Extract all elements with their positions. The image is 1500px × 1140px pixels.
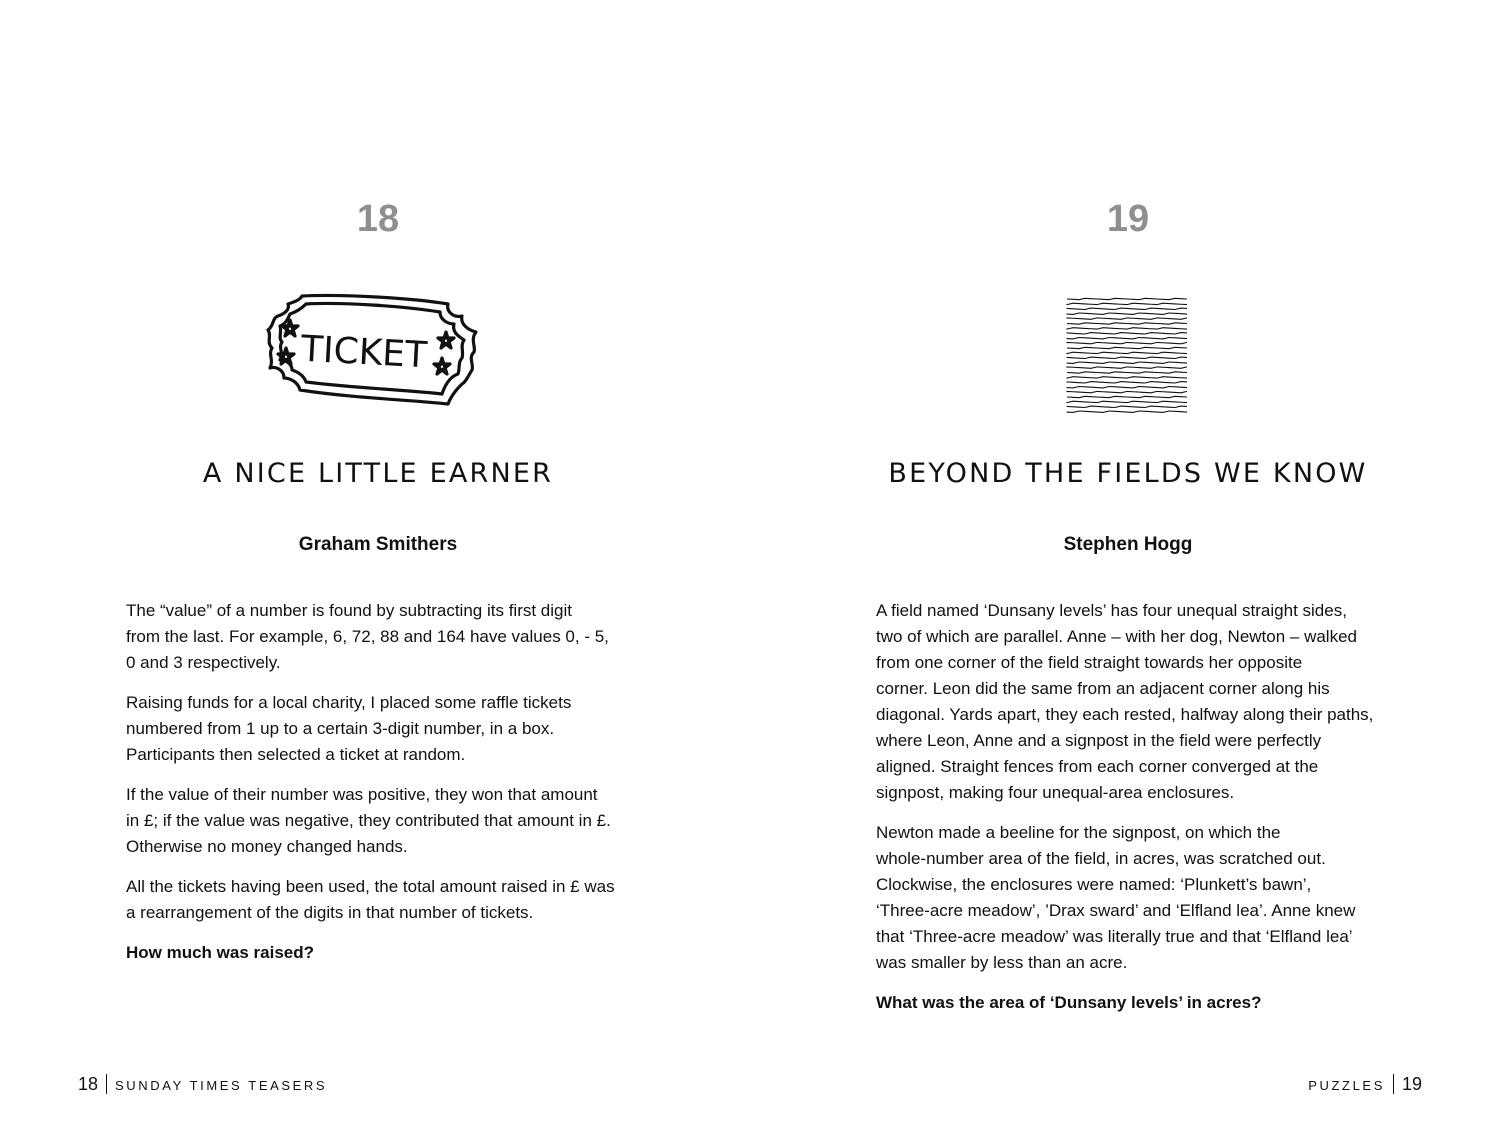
puzzle-title: A NICE LITTLE EARNER (202, 458, 554, 489)
wavy-line (1067, 308, 1187, 309)
wavy-line (1067, 352, 1187, 353)
paragraph (876, 598, 1396, 806)
text-line: Participants then selected a ticket at random. (126, 745, 466, 764)
text-line: whole-number area of the field, in acres, was scratched out. (876, 849, 1326, 868)
text-line: that ‘Three-acre meadow’ was literally true and that ‘Elfland lea’ (876, 927, 1353, 946)
paragraph (876, 820, 1396, 976)
page-footer (1308, 1074, 1422, 1095)
footer-divider (1393, 1074, 1394, 1094)
wavy-line (1067, 377, 1187, 378)
wavy-line (1067, 313, 1187, 314)
text-line: in £; if the value was negative, they contributed that amount in £. (126, 811, 611, 830)
puzzle-question: What was the area of ‘Dunsany levels’ in acres? (876, 993, 1262, 1012)
wavy-line (1067, 323, 1187, 324)
wavy-line (1067, 396, 1187, 397)
author-name: Graham Smithers (298, 534, 458, 555)
wavy-line (1067, 357, 1187, 358)
paragraph (126, 598, 646, 676)
puzzle-body (876, 598, 1396, 1030)
wavy-line (1067, 401, 1187, 402)
text-line: Raising funds for a local charity, I placed some raffle tickets (126, 693, 572, 712)
wavy-line (1067, 372, 1187, 373)
wavy-line (1067, 328, 1187, 329)
text-line: where Leon, Anne and a signpost in the field were perfectly (876, 731, 1322, 750)
page-number: 18 (78, 1074, 99, 1094)
text-line: signpost, making four unequal-area enclosures. (876, 783, 1235, 802)
text-line: Newton made a beeline for the signpost, on which the (876, 823, 1281, 842)
text-line: 0 and 3 respectively. (126, 653, 281, 672)
text-line: Clockwise, the enclosures were named: ‘Plunkett’s bawn’, (876, 875, 1312, 894)
wavy-line (1067, 391, 1187, 392)
puzzle-number: 18 (356, 198, 400, 240)
author-name: Stephen Hogg (1063, 534, 1193, 555)
text-line: All the tickets having been used, the total amount raised in £ was (126, 877, 615, 896)
wavy-line (1067, 303, 1187, 304)
wavy-line (1067, 367, 1187, 368)
text-line: Otherwise no money changed hands. (126, 837, 408, 856)
text-line: was smaller by less than an acre. (876, 953, 1128, 972)
text-line: diagonal. Yards apart, they each rested, halfway along their paths, (876, 705, 1374, 724)
wavy-line (1067, 338, 1187, 339)
wavy-line (1067, 347, 1187, 348)
puzzle-title: BEYOND THE FIELDS WE KNOW (888, 458, 1368, 489)
footer-divider (106, 1074, 107, 1094)
page-footer (78, 1074, 327, 1095)
paragraph (126, 874, 646, 926)
wavy-line (1067, 362, 1187, 363)
wavy-lines-icon (1065, 296, 1189, 418)
wavy-line (1067, 318, 1187, 319)
running-head: SUNDAY TIMES TEASERS (115, 1078, 328, 1093)
paragraph (126, 782, 646, 860)
wavy-line (1067, 342, 1187, 343)
text-line: two of which are parallel. Anne – with her dog, Newton – walked (876, 627, 1357, 646)
text-line: aligned. Straight fences from each corner converged at the (876, 757, 1319, 776)
text-line: a rearrangement of the digits in that number of tickets. (126, 903, 534, 922)
right-page (750, 0, 1500, 1140)
text-line: numbered from 1 up to a certain 3-digit number, in a box. (126, 719, 555, 738)
puzzle-number: 19 (1106, 198, 1150, 240)
text-line: ‘Three-acre meadow’, ’Drax sward’ and ‘Elfland lea’. Anne knew (876, 901, 1356, 920)
wavy-line (1067, 298, 1187, 299)
ticket-icon (262, 290, 484, 412)
paragraph (126, 690, 646, 768)
text-line: If the value of their number was positive, they won that amount (126, 785, 598, 804)
text-line: from the last. For example, 6, 72, 88 and 164 have values 0, - 5, (126, 627, 609, 646)
text-line: The “value” of a number is found by subtracting its first digit (126, 601, 572, 620)
ticket-label: TICKET (299, 328, 429, 377)
text-line: corner. Leon did the same from an adjacent corner along his (876, 679, 1330, 698)
puzzle-body (126, 598, 646, 980)
wavy-line (1067, 387, 1187, 388)
wavy-line (1067, 382, 1187, 383)
wavy-line (1067, 406, 1187, 407)
text-line: from one corner of the field straight towards her opposite (876, 653, 1303, 672)
wavy-line (1067, 333, 1187, 334)
text-line: A field named ‘Dunsany levels’ has four unequal straight sides, (876, 601, 1347, 620)
puzzle-question: How much was raised? (126, 943, 314, 962)
running-head: PUZZLES (1308, 1078, 1385, 1093)
wavy-line (1067, 411, 1187, 412)
page-number: 19 (1401, 1074, 1422, 1094)
